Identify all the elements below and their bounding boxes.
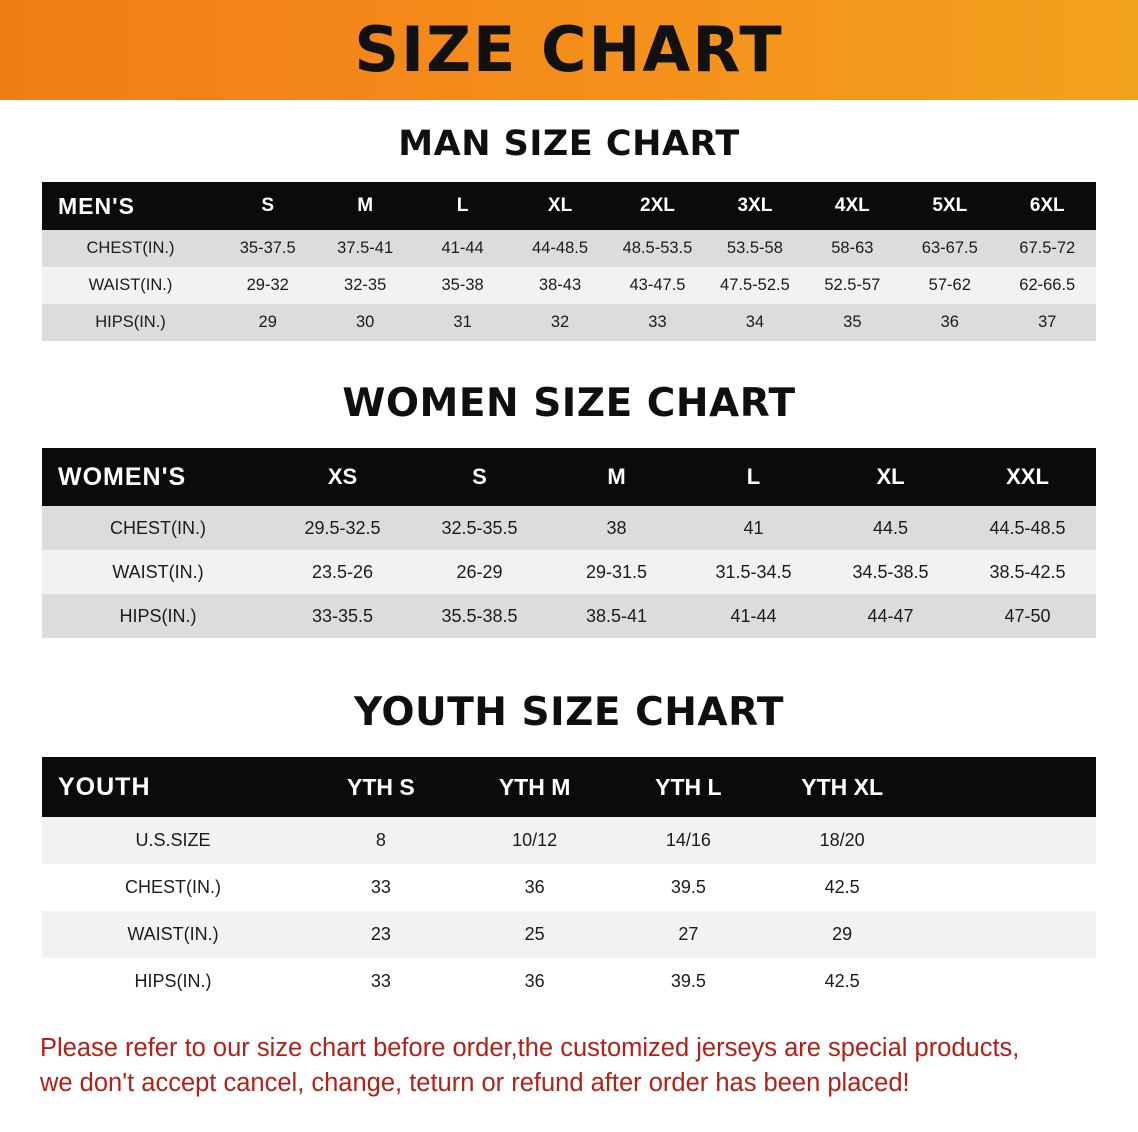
youth-table-head xyxy=(42,757,1096,817)
youth-col-header: YTH M xyxy=(458,757,612,817)
table-row xyxy=(42,267,1096,304)
man-col-header: XL xyxy=(511,182,608,230)
table-cell: 29-32 xyxy=(219,267,316,304)
table-row xyxy=(42,911,1096,958)
table-cell-spacer xyxy=(919,911,1096,958)
women-row-label: CHEST(IN.) xyxy=(42,506,274,550)
youth-table-wrapper xyxy=(0,757,1138,1005)
table-cell: 36 xyxy=(458,958,612,1005)
man-size-table xyxy=(42,182,1096,341)
table-header-row xyxy=(42,448,1096,506)
man-col-header: 6XL xyxy=(999,182,1097,230)
size-chart-banner xyxy=(0,0,1138,100)
table-cell: 31.5-34.5 xyxy=(685,550,822,594)
table-row xyxy=(42,304,1096,341)
table-cell: 37 xyxy=(999,304,1097,341)
table-cell: 36 xyxy=(901,304,998,341)
table-cell: 14/16 xyxy=(612,817,766,864)
table-cell: 32-35 xyxy=(316,267,413,304)
disclaimer-note xyxy=(40,1031,1098,1101)
man-row-label: WAIST(IN.) xyxy=(42,267,219,304)
youth-header-label: YOUTH xyxy=(42,757,304,817)
table-cell: 41-44 xyxy=(685,594,822,638)
table-cell: 8 xyxy=(304,817,458,864)
man-col-header: L xyxy=(414,182,511,230)
table-cell: 44-47 xyxy=(822,594,959,638)
youth-col-header: YTH XL xyxy=(765,757,919,817)
table-cell: 29.5-32.5 xyxy=(274,506,411,550)
table-cell: 23 xyxy=(304,911,458,958)
table-cell: 38.5-42.5 xyxy=(959,550,1096,594)
table-cell: 35-37.5 xyxy=(219,230,316,267)
table-header-row xyxy=(42,757,1096,817)
table-cell: 35-38 xyxy=(414,267,511,304)
table-cell: 26-29 xyxy=(411,550,548,594)
table-cell: 25 xyxy=(458,911,612,958)
man-table-wrapper xyxy=(0,182,1138,341)
table-cell: 29 xyxy=(219,304,316,341)
table-cell: 62-66.5 xyxy=(999,267,1097,304)
table-cell: 44.5-48.5 xyxy=(959,506,1096,550)
man-col-header: 3XL xyxy=(706,182,803,230)
table-cell: 52.5-57 xyxy=(804,267,901,304)
table-cell: 44-48.5 xyxy=(511,230,608,267)
man-row-label: CHEST(IN.) xyxy=(42,230,219,267)
women-col-header: XS xyxy=(274,448,411,506)
youth-col-header: YTH L xyxy=(612,757,766,817)
man-col-header: M xyxy=(316,182,413,230)
youth-size-table xyxy=(42,757,1096,1005)
table-cell: 34.5-38.5 xyxy=(822,550,959,594)
table-cell: 32.5-35.5 xyxy=(411,506,548,550)
man-col-header: 4XL xyxy=(804,182,901,230)
table-cell: 33 xyxy=(304,958,458,1005)
youth-col-header: YTH S xyxy=(304,757,458,817)
women-header-label: WOMEN'S xyxy=(42,448,274,506)
table-cell-spacer xyxy=(919,864,1096,911)
women-col-header: M xyxy=(548,448,685,506)
table-cell: 37.5-41 xyxy=(316,230,413,267)
table-row xyxy=(42,864,1096,911)
table-cell: 39.5 xyxy=(612,958,766,1005)
youth-row-label: CHEST(IN.) xyxy=(42,864,304,911)
table-cell: 23.5-26 xyxy=(274,550,411,594)
youth-row-label: U.S.SIZE xyxy=(42,817,304,864)
women-table-wrapper xyxy=(0,448,1138,638)
table-cell: 30 xyxy=(316,304,413,341)
table-cell: 38.5-41 xyxy=(548,594,685,638)
table-row xyxy=(42,958,1096,1005)
table-row xyxy=(42,230,1096,267)
table-cell: 32 xyxy=(511,304,608,341)
table-cell: 42.5 xyxy=(765,864,919,911)
table-cell: 33 xyxy=(304,864,458,911)
youth-table-body xyxy=(42,817,1096,1005)
youth-row-label: HIPS(IN.) xyxy=(42,958,304,1005)
table-cell: 44.5 xyxy=(822,506,959,550)
table-cell: 29-31.5 xyxy=(548,550,685,594)
table-cell: 18/20 xyxy=(765,817,919,864)
table-cell: 42.5 xyxy=(765,958,919,1005)
table-cell: 34 xyxy=(706,304,803,341)
table-cell: 27 xyxy=(612,911,766,958)
table-cell: 35.5-38.5 xyxy=(411,594,548,638)
man-row-label: HIPS(IN.) xyxy=(42,304,219,341)
table-row xyxy=(42,506,1096,550)
table-cell: 63-67.5 xyxy=(901,230,998,267)
women-col-header: L xyxy=(685,448,822,506)
table-cell: 41 xyxy=(685,506,822,550)
table-row xyxy=(42,817,1096,864)
table-cell: 39.5 xyxy=(612,864,766,911)
women-size-table xyxy=(42,448,1096,638)
table-cell: 33-35.5 xyxy=(274,594,411,638)
table-cell: 35 xyxy=(804,304,901,341)
youth-section-title: YOUTH SIZE CHART xyxy=(354,690,784,735)
table-cell: 48.5-53.5 xyxy=(609,230,706,267)
table-row xyxy=(42,550,1096,594)
disclaimer-line-1: Please refer to our size chart before order,the customized jerseys are special products, xyxy=(40,1034,1020,1062)
table-cell: 47.5-52.5 xyxy=(706,267,803,304)
table-cell: 36 xyxy=(458,864,612,911)
table-cell: 53.5-58 xyxy=(706,230,803,267)
man-col-header: 5XL xyxy=(901,182,998,230)
man-header-label: MEN'S xyxy=(42,182,219,230)
youth-col-header-spacer xyxy=(919,757,1096,817)
women-table-body xyxy=(42,506,1096,638)
table-row xyxy=(42,594,1096,638)
women-col-header: XXL xyxy=(959,448,1096,506)
table-cell-spacer xyxy=(919,958,1096,1005)
man-section-title: MAN SIZE CHART xyxy=(398,124,740,164)
table-cell: 47-50 xyxy=(959,594,1096,638)
man-col-header: S xyxy=(219,182,316,230)
man-col-header: 2XL xyxy=(609,182,706,230)
table-cell: 57-62 xyxy=(901,267,998,304)
table-cell: 31 xyxy=(414,304,511,341)
man-table-body xyxy=(42,230,1096,341)
women-row-label: WAIST(IN.) xyxy=(42,550,274,594)
table-cell: 58-63 xyxy=(804,230,901,267)
women-col-header: S xyxy=(411,448,548,506)
table-cell: 38 xyxy=(548,506,685,550)
man-table-head xyxy=(42,182,1096,230)
table-cell: 38-43 xyxy=(511,267,608,304)
table-cell: 41-44 xyxy=(414,230,511,267)
disclaimer-line-2: we don't accept cancel, change, teturn or refund after order has been placed! xyxy=(40,1069,910,1098)
table-cell: 10/12 xyxy=(458,817,612,864)
table-cell: 33 xyxy=(609,304,706,341)
table-cell-spacer xyxy=(919,817,1096,864)
youth-row-label: WAIST(IN.) xyxy=(42,911,304,958)
women-section-title: WOMEN SIZE CHART xyxy=(342,381,796,426)
table-cell: 29 xyxy=(765,911,919,958)
women-col-header: XL xyxy=(822,448,959,506)
table-cell: 43-47.5 xyxy=(609,267,706,304)
women-row-label: HIPS(IN.) xyxy=(42,594,274,638)
women-table-head xyxy=(42,448,1096,506)
page-title: SIZE CHART xyxy=(354,13,784,86)
table-header-row xyxy=(42,182,1096,230)
table-cell: 67.5-72 xyxy=(999,230,1097,267)
